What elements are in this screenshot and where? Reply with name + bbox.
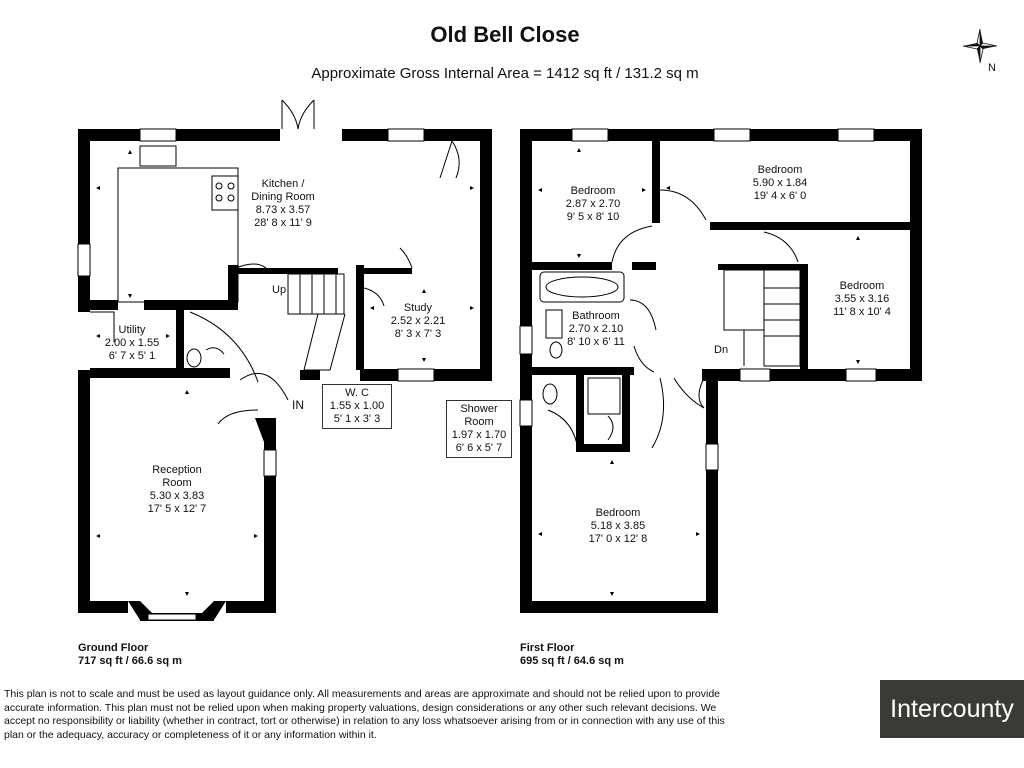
room-size-metric: 2.87 x 2.70: [565, 198, 621, 210]
room-name: Study: [403, 302, 433, 314]
first-floor-caption: [520, 642, 624, 668]
room-size-metric: 1.97 x 1.70: [451, 429, 507, 441]
compass-north-label: N: [988, 62, 996, 74]
room-size-imperial: 19' 4 x 6' 0: [753, 190, 807, 202]
room-label-bedroom-b: [740, 164, 820, 203]
room-label-bedroom-d: [578, 507, 658, 546]
floor-area: 717 sq ft / 66.6 sq m: [78, 655, 182, 667]
room-name: Shower: [460, 403, 498, 415]
room-size-metric: 5.30 x 3.83: [149, 490, 205, 502]
room-size-imperial: 6' 6 x 5' 7: [455, 442, 503, 454]
gross-area-subtitle: Approximate Gross Internal Area = 1412 sq ft / 131.2 sq m: [311, 65, 699, 82]
room-name-line2: Room: [464, 416, 494, 428]
room-name: Reception: [152, 464, 202, 476]
room-name: Utility: [118, 324, 146, 336]
room-size-imperial: 11' 8 x 10' 4: [833, 306, 891, 318]
room-size-metric: 5.18 x 3.85: [590, 520, 646, 532]
room-size-imperial: 8' 3 x 7' 3: [394, 328, 442, 340]
room-size-imperial: 28' 8 x 11' 9: [254, 217, 312, 229]
room-size-metric: 1.55 x 1.00: [329, 400, 385, 412]
room-label-bathroom: [556, 310, 636, 349]
room-size-imperial: 17' 0 x 12' 8: [588, 533, 648, 545]
room-label-utility: [92, 324, 172, 363]
room-label-kitchen: [238, 178, 328, 230]
room-size-imperial: 5' 1 x 3' 3: [333, 413, 381, 425]
room-size-metric: 2.70 x 2.10: [568, 323, 624, 335]
room-label-shower: [446, 400, 512, 458]
room-label-bedroom-a: [553, 185, 633, 224]
room-name: Bedroom: [839, 280, 885, 292]
room-label-reception: [132, 464, 222, 516]
room-name: Bedroom: [570, 185, 616, 197]
stairs-down-label: Dn: [714, 344, 729, 356]
room-size-metric: 2.52 x 2.21: [390, 315, 446, 327]
room-name: Bedroom: [595, 507, 641, 519]
ground-floor-caption: [78, 642, 182, 668]
room-size-metric: 2.00 x 1.55: [104, 337, 160, 349]
floor-area: 695 sq ft / 64.6 sq m: [520, 655, 624, 667]
room-name: Kitchen /: [261, 178, 305, 190]
room-name-line2: Room: [162, 477, 192, 489]
room-size-metric: 5.90 x 1.84: [752, 177, 808, 189]
room-size-metric: 3.55 x 3.16: [834, 293, 890, 305]
intercounty-logo: Intercounty: [880, 680, 1024, 738]
room-size-imperial: 17' 5 x 12' 7: [147, 503, 207, 515]
room-size-imperial: 8' 10 x 6' 11: [567, 336, 625, 348]
room-size-imperial: 9' 5 x 8' 10: [566, 211, 620, 223]
room-size-imperial: 6' 7 x 5' 1: [108, 350, 156, 362]
room-size-metric: 8.73 x 3.57: [255, 204, 311, 216]
room-label-bedroom-c: [822, 280, 902, 319]
entrance-label: IN: [292, 398, 304, 412]
floor-name: Ground Floor: [78, 642, 149, 654]
room-name: W. C: [345, 387, 369, 399]
stairs-up-label: Up: [272, 284, 287, 296]
page-title: Old Bell Close: [430, 22, 580, 47]
room-name-line2: Dining Room: [251, 191, 315, 203]
room-name: Bedroom: [757, 164, 803, 176]
room-label-wc: [322, 384, 392, 429]
room-label-study: [378, 302, 458, 341]
disclaimer-text: This plan is not to scale and must be used as layout guidance only. All measurements and areas are approximate and should not be relied upon to provide accurate information. This plan must not be relied upon when making property valuations, design considerations or any other such relevant decisions. We accept no responsibility or liability (whether in contract, tort or otherwise) in relation to any loss whatsoever arising from or in connection with any use of this plan or the adequacy, accuracy or completeness of it or any information within it.: [4, 688, 725, 741]
room-name: Bathroom: [572, 310, 620, 322]
floor-name: First Floor: [520, 642, 575, 654]
